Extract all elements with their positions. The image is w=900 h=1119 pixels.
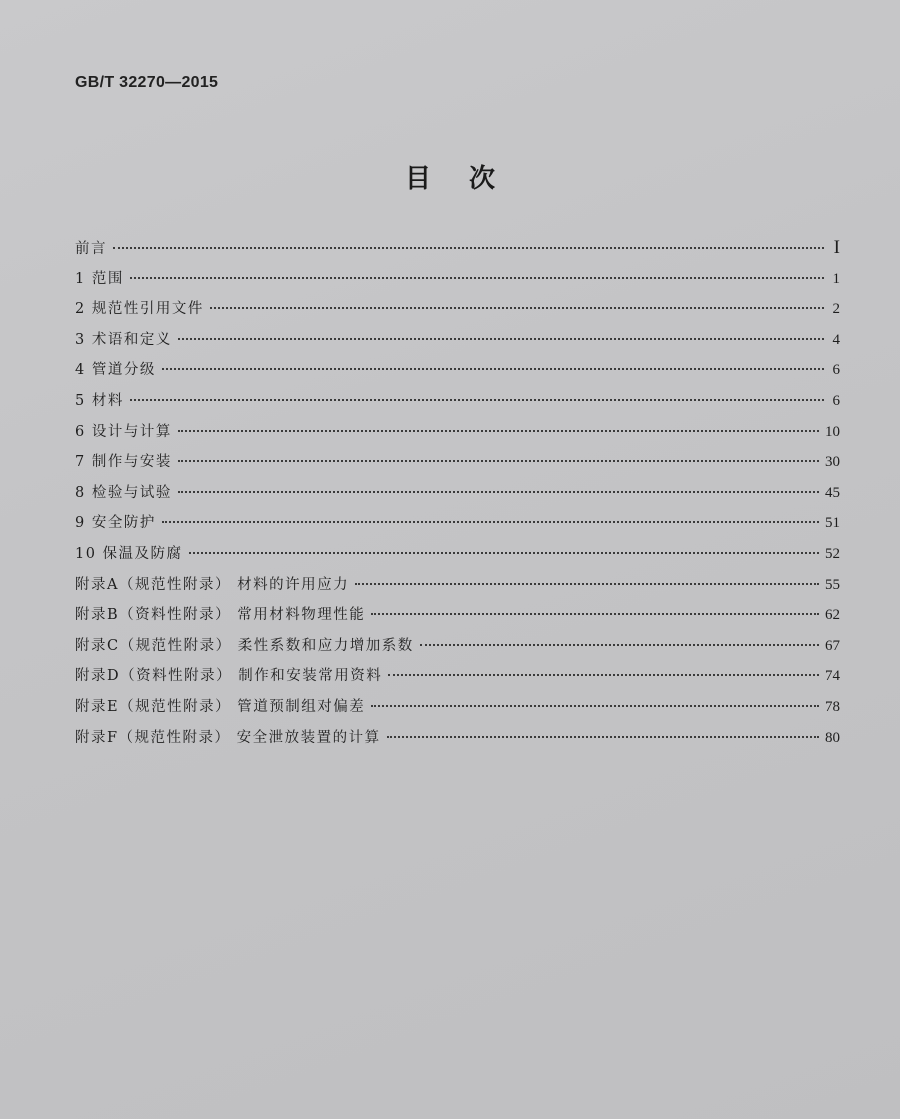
- dot-leader: [355, 582, 819, 585]
- toc-entry-label: 7 制作与安装: [75, 454, 172, 471]
- toc-entry-annex-c[interactable]: [75, 631, 840, 662]
- toc-entry-fabrication-installation[interactable]: [75, 447, 840, 478]
- toc-entry-design-calculation[interactable]: [75, 417, 840, 448]
- toc-title: 目次: [404, 164, 533, 194]
- toc-page-number: 52: [825, 545, 840, 562]
- toc-entry-label: 8 检验与试验: [75, 484, 172, 501]
- dot-leader: [178, 459, 819, 462]
- toc-entry-inspection-testing[interactable]: [75, 478, 840, 509]
- toc-page-number: 10: [825, 423, 840, 440]
- table-of-contents: [75, 233, 840, 753]
- dot-leader: [162, 520, 819, 523]
- dot-leader: [189, 551, 819, 554]
- toc-entry-label: 4 管道分级: [75, 362, 156, 379]
- toc-entry-scope[interactable]: [75, 264, 840, 295]
- toc-entry-annex-e[interactable]: [75, 692, 840, 723]
- toc-page-number: 6: [832, 392, 840, 409]
- dot-leader: [387, 735, 819, 738]
- toc-entry-label: 5 材料: [75, 392, 124, 409]
- toc-entry-label: 附录B（资料性附录） 常用材料物理性能: [75, 607, 366, 624]
- toc-entry-foreword[interactable]: [75, 233, 840, 264]
- dot-leader: [162, 367, 824, 370]
- toc-entry-label: 附录F（规范性附录） 安全泄放装置的计算: [75, 729, 381, 746]
- toc-entry-label: 前言: [75, 241, 107, 257]
- toc-entry-safety-protection[interactable]: [75, 508, 840, 539]
- dot-leader: [388, 673, 819, 676]
- toc-entry-annex-d[interactable]: [75, 661, 840, 692]
- toc-page-number: 80: [825, 729, 840, 746]
- toc-page-number: 1: [832, 270, 840, 287]
- toc-entry-normative-references[interactable]: [75, 294, 840, 325]
- toc-entry-label: 2 规范性引用文件: [75, 301, 204, 318]
- toc-page-number: I: [833, 237, 840, 258]
- toc-entry-annex-f[interactable]: [75, 723, 840, 754]
- dot-leader: [420, 643, 819, 646]
- dot-leader: [130, 398, 824, 401]
- document-number: GB/T 32270—2015: [75, 74, 219, 91]
- toc-page-number: 55: [825, 576, 840, 593]
- dot-leader: [371, 612, 819, 615]
- toc-page-number: 78: [825, 698, 840, 715]
- toc-entry-materials[interactable]: [75, 386, 840, 417]
- toc-page-number: 51: [825, 515, 840, 532]
- toc-page-number: 2: [832, 301, 840, 318]
- toc-page-number: 74: [825, 668, 840, 685]
- toc-entry-terms-definitions[interactable]: [75, 325, 840, 356]
- toc-entry-label: 3 术语和定义: [75, 331, 172, 348]
- toc-page-number: 45: [825, 484, 840, 501]
- dot-leader: [210, 306, 824, 309]
- dot-leader: [130, 276, 824, 279]
- toc-page-number: 67: [825, 637, 840, 654]
- toc-entry-label: 10 保温及防腐: [75, 545, 183, 562]
- toc-entry-label: 9 安全防护: [75, 515, 156, 532]
- dot-leader: [178, 337, 824, 340]
- toc-page-number: 6: [832, 362, 840, 379]
- toc-entry-label: 附录E（规范性附录） 管道预制组对偏差: [75, 698, 366, 715]
- toc-page-number: 62: [825, 607, 840, 624]
- toc-entry-label: 附录C（规范性附录） 柔性系数和应力增加系数: [75, 637, 414, 654]
- toc-page-number: 4: [832, 331, 840, 348]
- toc-page-number: 30: [825, 454, 840, 471]
- toc-entry-pipe-classification[interactable]: [75, 355, 840, 386]
- toc-entry-label: 6 设计与计算: [75, 423, 172, 440]
- toc-entry-annex-b[interactable]: [75, 600, 840, 631]
- dot-leader: [178, 429, 819, 432]
- dot-leader: [371, 704, 819, 707]
- toc-entry-label: 附录A（规范性附录） 材料的许用应力: [75, 576, 350, 593]
- dot-leader: [113, 246, 824, 249]
- toc-entry-annex-a[interactable]: [75, 570, 840, 601]
- dot-leader: [178, 490, 819, 493]
- toc-entry-insulation-anticorrosion[interactable]: [75, 539, 840, 570]
- toc-entry-label: 1 范围: [75, 270, 124, 287]
- toc-entry-label: 附录D（资料性附录） 制作和安装常用资料: [75, 668, 383, 685]
